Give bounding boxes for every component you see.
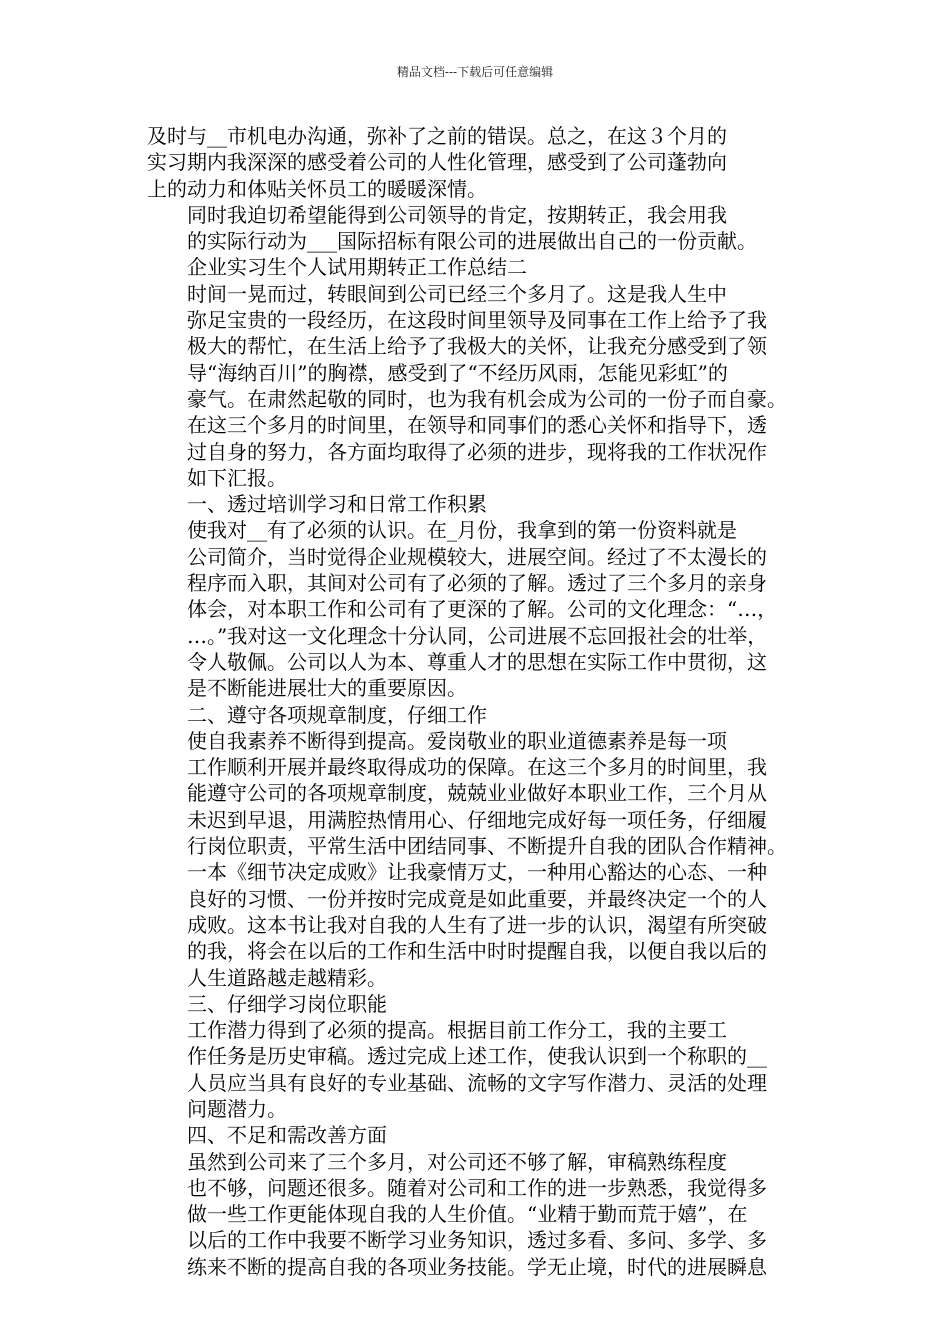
- paragraph: [147, 728, 807, 991]
- text-line: 使我对__有了必须的认识。在_月份，我拿到的第一份资料就是: [187, 518, 737, 543]
- text-line: 作任务是历史审稿。透过完成上述工作，使我认识到一个称职的__: [187, 1044, 767, 1069]
- text-line: 实习期内我深深的感受着公司的人性化管理，感受到了公司蓬勃向: [147, 150, 727, 175]
- paragraph: [147, 517, 807, 701]
- text-line: 虽然到公司来了三个多月，对公司还不够了解，审稿熟练程度: [187, 1149, 727, 1174]
- text-line: 问题潜力。: [187, 1096, 287, 1121]
- text-line: 如下汇报。: [187, 465, 287, 490]
- text-line: 使自我素养不断得到提高。爱岗敬业的职业道德素养是每一项: [187, 728, 727, 753]
- paragraph: [147, 202, 807, 255]
- text-line: 的实际行动为___国际招标有限公司的进展做出自己的一份贡献。: [187, 229, 757, 254]
- paragraph: [147, 123, 807, 202]
- text-line: 练来不断的提高自我的各项业务技能。学无止境，时代的进展瞬息: [187, 1254, 767, 1279]
- paragraph: [147, 1149, 807, 1280]
- text-line: 二、遵守各项规章制度，仔细工作: [187, 702, 487, 727]
- paragraph: [147, 254, 807, 280]
- text-line: 导“海纳百川”的胸襟，感受到了“不经历风雨，怎能见彩虹”的: [187, 360, 728, 385]
- text-line: 是不断能进展壮大的重要原因。: [187, 676, 467, 701]
- text-line: 一、透过培训学习和日常工作积累: [187, 492, 487, 517]
- paragraph: [147, 1122, 807, 1148]
- text-line: 体会，对本职工作和公司有了更深的了解。公司的文化理念：“…，: [187, 597, 778, 622]
- text-line: 弥足宝贵的一段经历，在这段时间里领导及同事在工作上给予了我: [187, 308, 767, 333]
- text-line: 行岗位职责，平常生活中团结同事、不断提升自我的团队合作精神。: [187, 834, 787, 859]
- text-line: 工作潜力得到了必须的提高。根据目前工作分工，我的主要工: [187, 1018, 727, 1043]
- text-line: 以后的工作中我要不断学习业务知识，透过多看、多问、多学、多: [187, 1228, 767, 1253]
- text-line: 一本《细节决定成败》让我豪情万丈，一种用心豁达的心态、一种: [187, 860, 767, 885]
- document-body: [147, 123, 807, 1280]
- text-line: 过自身的努力，各方面均取得了必须的进步，现将我的工作状况作: [187, 439, 767, 464]
- text-line: 极大的帮忙，在生活上给予了我极大的关怀，让我充分感受到了领: [187, 334, 767, 359]
- text-line: 能遵守公司的各项规章制度，兢兢业业做好本职业工作，三个月从: [187, 781, 767, 806]
- text-line: 同时我迫切希望能得到公司领导的肯定，按期转正，我会用我: [187, 202, 727, 227]
- text-line: 良好的习惯、一份并按时完成竟是如此重要，并最终决定一个的人: [187, 886, 767, 911]
- text-line: 也不够，问题还很多。随着对公司和工作的进一步熟悉，我觉得多: [187, 1175, 767, 1200]
- text-line: 企业实习生个人试用期转正工作总结二: [187, 255, 527, 280]
- text-line: 未迟到早退，用满腔热情用心、仔细地完成好每一项任务，仔细履: [187, 807, 767, 832]
- text-line: 四、不足和需改善方面: [187, 1123, 387, 1148]
- text-line: 工作顺利开展并最终取得成功的保障。在这三个多月的时间里，我: [187, 755, 767, 780]
- paragraph: [147, 702, 807, 728]
- paragraph: [147, 491, 807, 517]
- text-line: 人生道路越走越精彩。: [187, 965, 387, 990]
- text-line: 在这三个多月的时间里，在领导和同事们的悉心关怀和指导下，透: [187, 413, 767, 438]
- text-line: 成败。这本书让我对自我的人生有了进一步的认识，渴望有所突破: [187, 912, 767, 937]
- text-line: 时间一晃而过，转眼间到公司已经三个多月了。这是我人生中: [187, 281, 727, 306]
- text-line: 公司简介，当时觉得企业规模较大，进展空间。经过了不太漫长的: [187, 544, 767, 569]
- text-line: 的我，将会在以后的工作和生活中时时提醒自我，以便自我以后的: [187, 939, 767, 964]
- page-header: 精品文档---下载后可任意编辑: [396, 65, 554, 79]
- paragraph: [147, 281, 807, 491]
- text-line: 令人敬佩。公司以人为本、尊重人才的思想在实际工作中贯彻，这: [187, 649, 767, 674]
- text-line: 及时与__市机电办沟通，弥补了之前的错误。总之，在这３个月的: [147, 124, 727, 148]
- text-line: 做一些工作更能体现自我的人生价值。“业精于勤而荒于嬉”，在: [187, 1202, 748, 1227]
- text-line: 上的动力和体贴关怀员工的暖暖深情。: [147, 176, 487, 201]
- text-line: …。”我对这一文化理念十分认同，公司进展不忘回报社会的壮举，: [187, 623, 768, 648]
- text-line: 人员应当具有良好的专业基础、流畅的文字写作潜力、灵活的处理: [187, 1070, 767, 1095]
- paragraph: [147, 991, 807, 1017]
- text-line: 三、仔细学习岗位职能: [187, 991, 387, 1016]
- text-line: 豪气。在肃然起敬的同时，也为我有机会成为公司的一份子而自豪。: [187, 386, 787, 411]
- text-line: 程序而入职，其间对公司有了必须的了解。透过了三个多月的亲身: [187, 571, 767, 596]
- paragraph: [147, 1017, 807, 1122]
